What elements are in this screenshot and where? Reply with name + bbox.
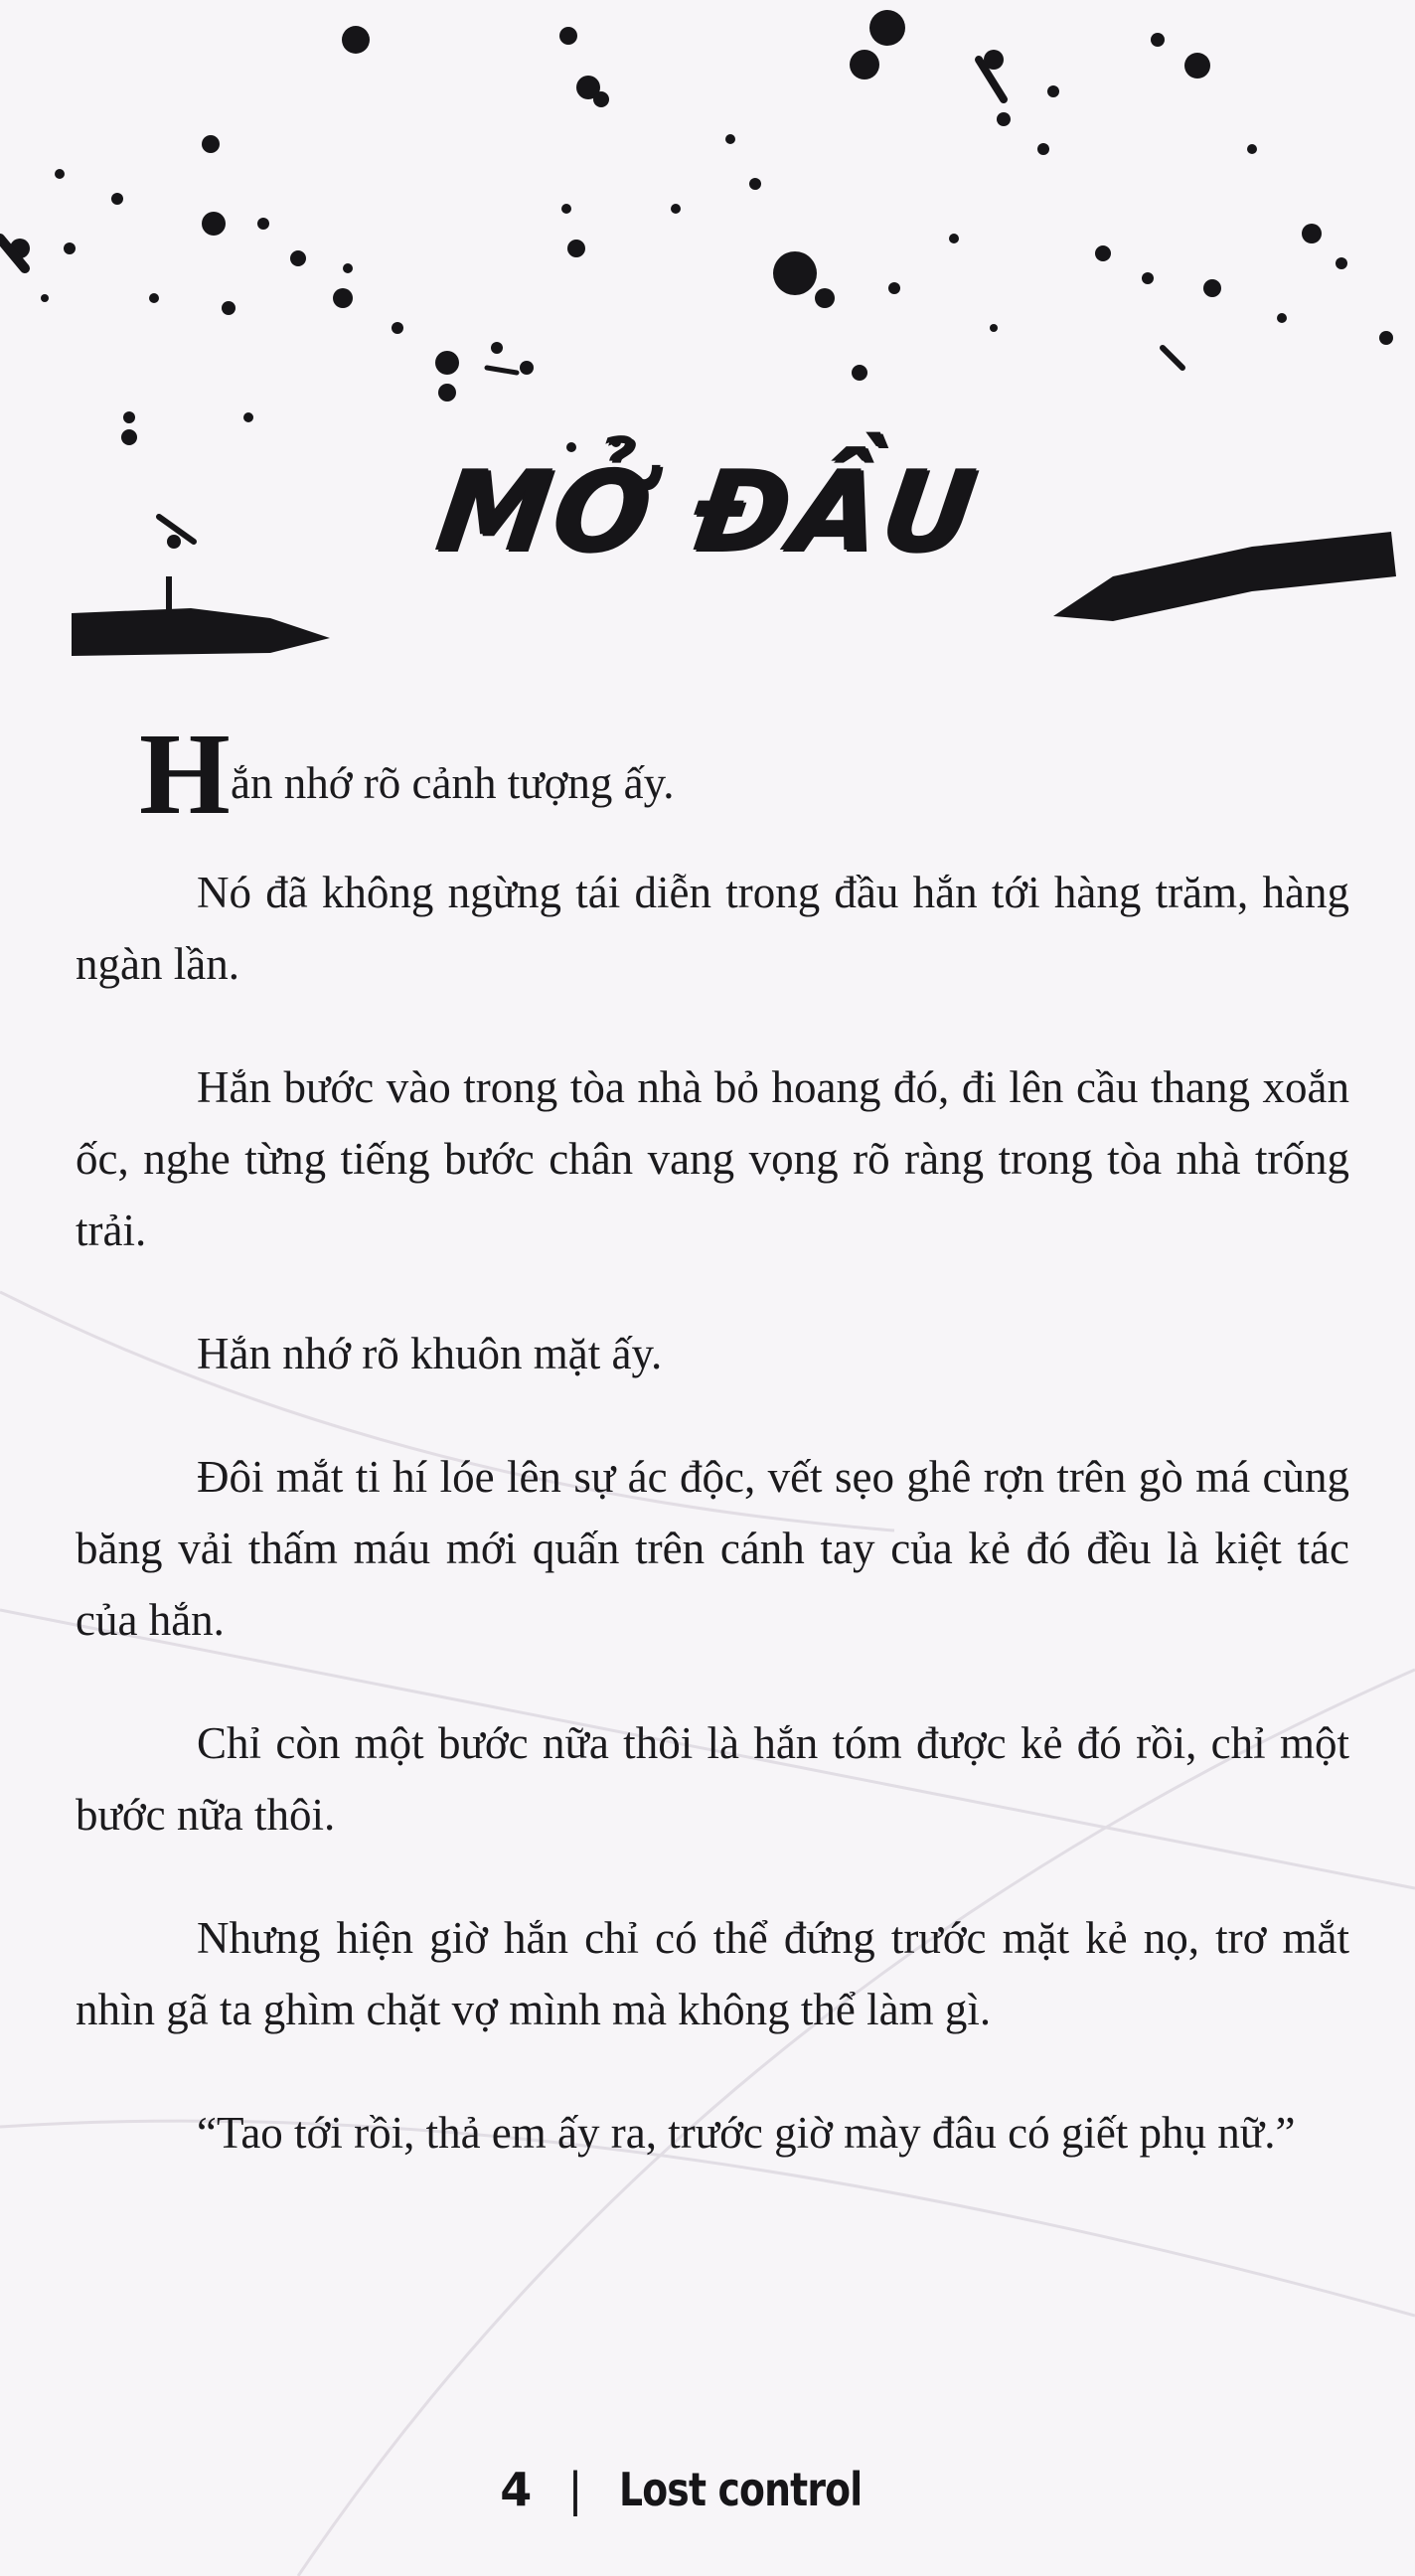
paragraph-7: Nhưng hiện giờ hắn chỉ có thể đứng trước mặt kẻ nọ, trơ mắt nhìn gã ta ghìm chặt vợ mình mà không thể làm gì. xyxy=(76,1913,1349,2034)
paragraph-2: Nó đã không ngừng tái diễn trong đầu hắn tới hàng trăm, hàng ngàn lần. xyxy=(76,868,1349,989)
chapter-title: MỞ ĐẦU xyxy=(428,447,987,576)
page-number: 4 xyxy=(500,2463,532,2516)
drop-cap: H xyxy=(139,709,231,839)
book-title: Lost control xyxy=(618,2463,863,2516)
paragraph-5: Đôi mắt ti hí lóe lên sự ác độc, vết sẹo ghê rợn trên gò má cùng băng vải thấm máu mới quấn trên cánh tay của kẻ đó đều là kiệt tác của hắn. xyxy=(76,1452,1349,1645)
paragraph-6: Chỉ còn một bước nữa thôi là hắn tóm được kẻ đó rồi, chỉ một bước nữa thôi. xyxy=(76,1718,1349,1840)
paragraph-3: Hắn bước vào trong tòa nhà bỏ hoang đó, đi lên cầu thang xoắn ốc, nghe từng tiếng bước chân vang vọng rõ ràng trong tòa nhà trống trải. xyxy=(76,1062,1349,1255)
paragraph-4: Hắn nhớ rõ khuôn mặt ấy. xyxy=(197,1329,663,1378)
paragraph-1: ắn nhớ rõ cảnh tượng ấy. xyxy=(231,758,675,808)
paragraph-8: “Tao tới rồi, thả em ấy ra, trước giờ mày đâu có giết phụ nữ.” xyxy=(197,2108,1296,2158)
blade-left-decoration xyxy=(72,568,340,658)
page-footer xyxy=(0,2463,1415,2516)
footer-separator: | xyxy=(567,2463,582,2516)
blade-right-decoration xyxy=(1053,517,1396,636)
body-text xyxy=(76,857,1349,2220)
